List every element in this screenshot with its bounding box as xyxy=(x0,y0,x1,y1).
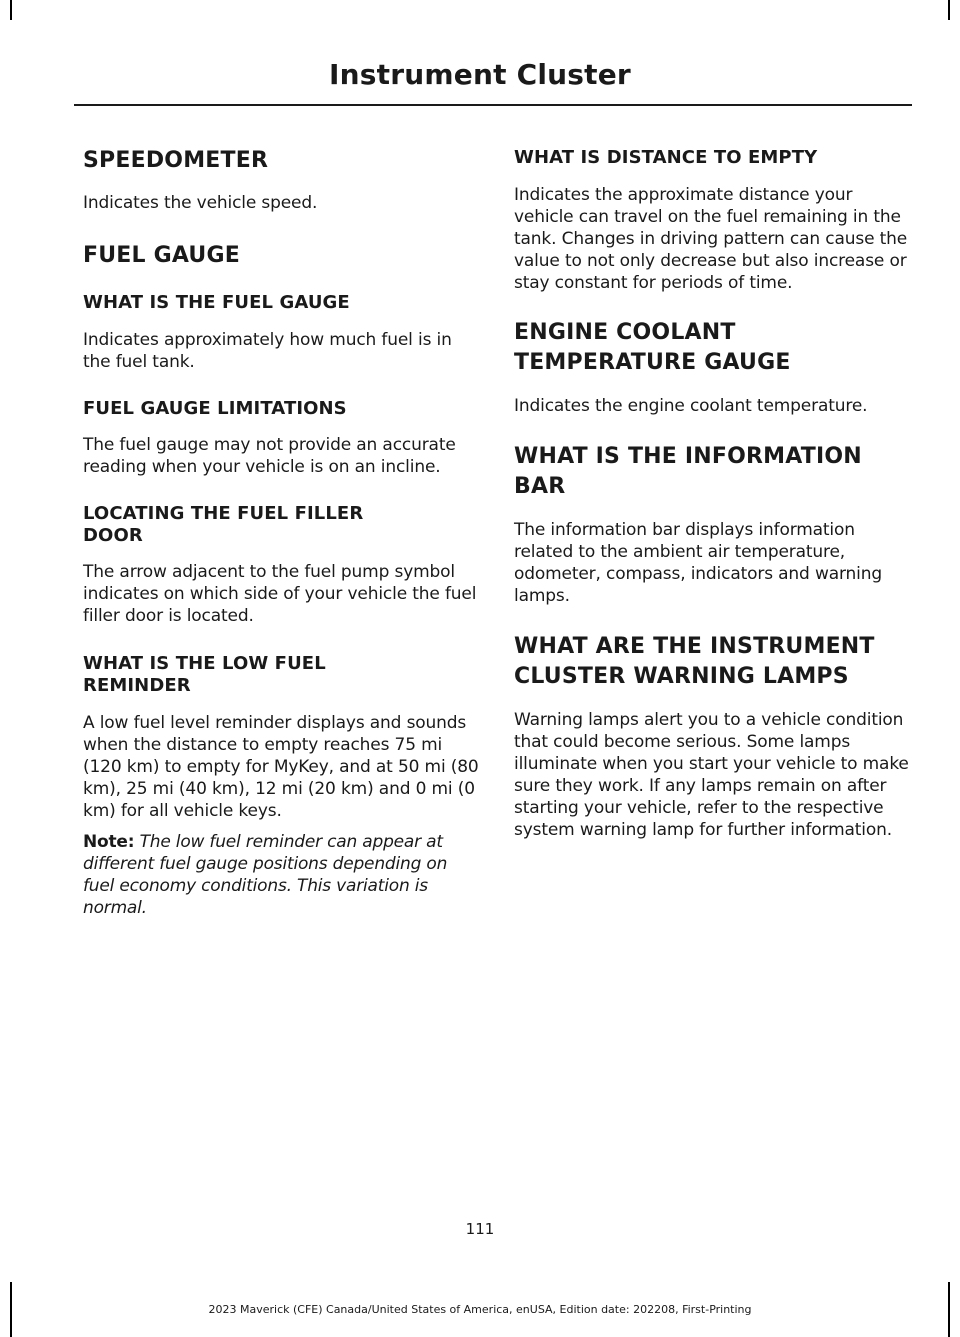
locating-filler-heading-line-1: LOCATING THE FUEL FILLER xyxy=(83,503,364,524)
page-title: Instrument Cluster xyxy=(329,58,631,91)
info-bar-text: The information bar displays information related to the ambient air temperature, odometer, compass, indicators and warning lamps. xyxy=(514,520,882,606)
low-fuel-heading xyxy=(83,653,483,697)
note-paragraph xyxy=(83,831,483,919)
warning-lamps-heading-line-1: WHAT ARE THE INSTRUMENT xyxy=(514,634,875,659)
speedometer-heading: SPEEDOMETER xyxy=(83,148,269,173)
locating-filler-text: The arrow adjacent to the fuel pump symbol indicates on which side of your vehicle the fuel filler door is located. xyxy=(83,562,477,626)
what-is-fuel-gauge-heading: WHAT IS THE FUEL GAUGE xyxy=(83,292,350,313)
low-fuel-heading-line-1: WHAT IS THE LOW FUEL xyxy=(83,653,326,674)
crop-mark-top-right xyxy=(948,0,950,20)
fuel-gauge-limitations-heading: FUEL GAUGE LIMITATIONS xyxy=(83,398,347,419)
left-column xyxy=(83,132,483,919)
locating-filler-heading xyxy=(83,503,483,547)
header-divider xyxy=(74,104,912,106)
note-text: The low fuel reminder can appear at different fuel gauge positions depending on fuel economy conditions. This variation is normal. xyxy=(83,832,448,918)
fuel-gauge-heading: FUEL GAUGE xyxy=(83,243,240,268)
warning-lamps-heading-line-2: CLUSTER WARNING LAMPS xyxy=(514,664,849,689)
warning-lamps-text: Warning lamps alert you to a vehicle condition that could become serious. Some lamps illuminate when you start your vehicle to make sure they work. If any lamps remain on after starting your vehicle, refer to the respective system warning lamp for further information. xyxy=(514,710,909,840)
low-fuel-text: A low fuel level reminder displays and sounds when the distance to empty reaches 75 mi (120 km) to empty for MyKey, and at 50 mi (80 km), 25 mi (40 km), 12 mi (20 km) and 0 mi (0 km) for all vehicle keys. xyxy=(83,713,479,821)
info-bar-heading-line-1: WHAT IS THE INFORMATION xyxy=(514,444,862,469)
coolant-text: Indicates the engine coolant temperature. xyxy=(514,396,868,416)
low-fuel-heading-line-2: REMINDER xyxy=(83,675,191,696)
footer-edition: 2023 Maverick (CFE) Canada/United States of America, enUSA, Edition date: 202208, First-Printing xyxy=(208,1303,752,1316)
dte-text: Indicates the approximate distance your vehicle can travel on the fuel remaining in the tank. Changes in driving pattern can cause the value to not only decrease but also increase or stay constant for periods of time. xyxy=(514,185,908,293)
info-bar-heading xyxy=(514,442,914,502)
what-is-fuel-gauge-text: Indicates approximately how much fuel is in the fuel tank. xyxy=(83,330,452,372)
coolant-heading-line-1: ENGINE COOLANT xyxy=(514,320,736,345)
right-column xyxy=(514,132,914,841)
locating-filler-heading-line-2: DOOR xyxy=(83,525,143,546)
coolant-heading xyxy=(514,318,914,378)
dte-heading: WHAT IS DISTANCE TO EMPTY xyxy=(514,147,818,168)
speedometer-text: Indicates the vehicle speed. xyxy=(83,193,318,213)
page-number: 111 xyxy=(465,1220,495,1238)
warning-lamps-heading xyxy=(514,632,914,692)
info-bar-heading-line-2: BAR xyxy=(514,474,566,499)
crop-mark-top-left xyxy=(10,0,12,20)
coolant-heading-line-2: TEMPERATURE GAUGE xyxy=(514,350,791,375)
note-label: Note: xyxy=(83,832,135,852)
fuel-gauge-limitations-text: The fuel gauge may not provide an accurate reading when your vehicle is on an incline. xyxy=(83,435,456,477)
